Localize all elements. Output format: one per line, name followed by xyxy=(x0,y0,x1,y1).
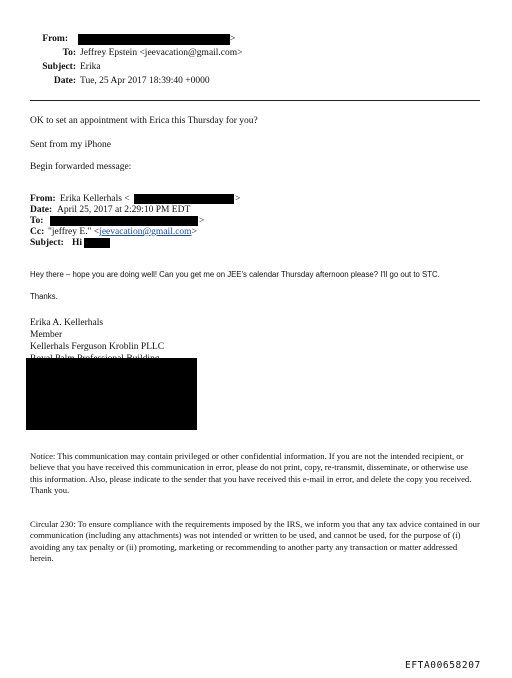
subject-label: Subject: xyxy=(42,62,76,72)
redaction-box xyxy=(84,238,110,248)
signature-name: Erika A. Kellerhals xyxy=(30,318,104,328)
fwd-from-value: Erika Kellerhals < xyxy=(60,194,130,204)
fwd-from-label: From: xyxy=(30,194,56,204)
bates-number: EFTA00658207 xyxy=(405,660,481,671)
signature-title: Member xyxy=(30,330,63,340)
greeting-line: Hey there – hope you are doing well! Can you get me on JEE's calendar Thursday afternoon please? I'll go out to STC. xyxy=(30,270,440,279)
fwd-subject-label: Subject: xyxy=(30,238,64,248)
message-line-2: Sent from my iPhone xyxy=(30,140,112,150)
from-label: From: xyxy=(42,34,68,44)
subject-value: Erika xyxy=(80,62,101,72)
fwd-date-value: April 25, 2017 at 2:29:10 PM EDT xyxy=(57,205,191,215)
message-line-1: OK to set an appointment with Erica this Thursday for you? xyxy=(30,116,258,126)
header-divider xyxy=(30,100,480,101)
redaction-box xyxy=(134,194,234,204)
redaction-block xyxy=(26,358,197,430)
to-label: To: xyxy=(62,48,76,58)
confidentiality-notice: Notice: This communication may contain privileged or other confidential information. If you are not the intended recipient, or believe that you have received this communication in error, please do not print, copy, re-transmit, disseminate, or otherwise use this information. Also, please indicate to the sender that you have received this e-mail in error, and delete the copy you received. Thank you. xyxy=(30,451,472,496)
fwd-cc-tail: > xyxy=(191,227,197,237)
fwd-subject-value: Hi xyxy=(72,238,83,248)
thanks-line: Thanks. xyxy=(30,292,58,301)
redaction-box xyxy=(50,216,198,226)
fwd-to-tail: > xyxy=(199,216,205,226)
date-value: Tue, 25 Apr 2017 18:39:40 +0000 xyxy=(80,76,210,86)
date-label: Date: xyxy=(53,76,76,86)
message-line-3: Begin forwarded message: xyxy=(30,162,132,172)
from-tail: > xyxy=(230,34,236,44)
to-value: Jeffrey Epstein <jeevacation@gmail.com> xyxy=(80,48,243,58)
fwd-to-label: To: xyxy=(30,216,44,226)
fwd-date-label: Date: xyxy=(30,205,53,215)
fwd-cc-name xyxy=(48,227,197,237)
fwd-cc-name-text: "jeffrey E." < xyxy=(48,227,100,237)
circular-230-notice: Circular 230: To ensure compliance with the requirements imposed by the IRS, we inform you that any tax advice contained in our communication (including any attachments) was not intended or written to be used, and cannot be used, for the purpose of (i) avoiding any tax penalty or (ii) promoting, marketing or recommending to another party any transaction or matter addressed herein. xyxy=(30,519,480,564)
fwd-from-tail: > xyxy=(235,194,241,204)
cc-email-link[interactable]: jeevacation@gmail.com xyxy=(99,227,192,237)
fwd-cc-label: Cc: xyxy=(30,227,45,237)
signature-firm: Kellerhals Ferguson Kroblin PLLC xyxy=(30,342,165,352)
redaction-box xyxy=(78,34,230,45)
